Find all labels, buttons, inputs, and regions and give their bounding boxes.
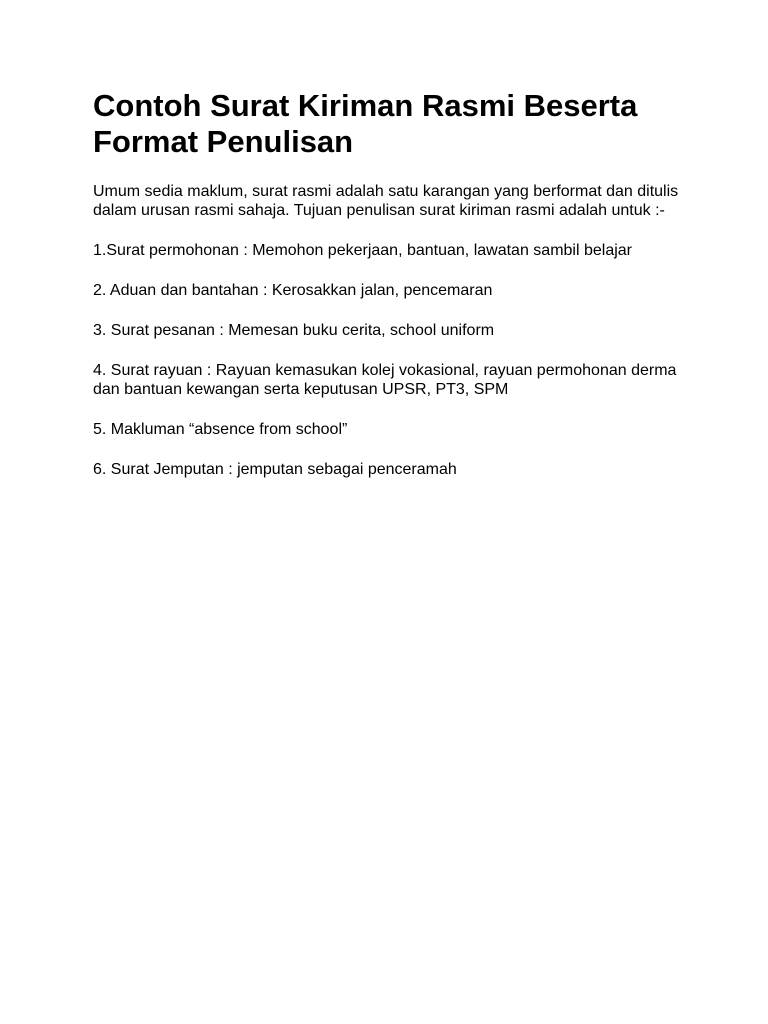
list-item: 4. Surat rayuan : Rayuan kemasukan kolej vokasional, rayuan permohonan derma dan bantuan kewangan serta keputusan UPSR, PT3, SPM xyxy=(93,362,677,398)
list-item: 3. Surat pesanan : Memesan buku cerita, school uniform xyxy=(93,322,495,339)
document-page xyxy=(93,88,683,479)
list-item: 1.Surat permohonan : Memohon pekerjaan, bantuan, lawatan sambil belajar xyxy=(93,242,632,259)
list-item: 2. Aduan dan bantahan : Kerosakkan jalan, pencemaran xyxy=(93,282,493,299)
list-item: 6. Surat Jemputan : jemputan sebagai penceramah xyxy=(93,461,457,478)
purpose-list xyxy=(93,241,683,479)
intro-paragraph: Umum sedia maklum, surat rasmi adalah satu karangan yang berformat dan ditulis dalam urusan rasmi sahaja. Tujuan penulisan surat kiriman rasmi adalah untuk :- xyxy=(93,183,679,219)
list-item: 5. Makluman “absence from school” xyxy=(93,421,348,438)
document-title: Contoh Surat Kiriman Rasmi Beserta Format Penulisan xyxy=(93,88,638,159)
